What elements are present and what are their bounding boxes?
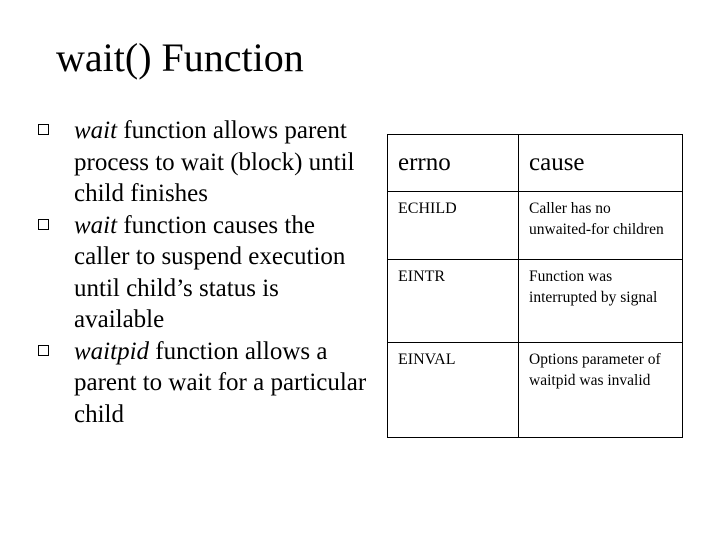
bullet-list (38, 115, 368, 430)
bullet-function-name: waitpid (74, 337, 150, 365)
bullet-function-name: wait (74, 117, 118, 144)
table-header-row (388, 135, 683, 192)
header-cause: cause (519, 135, 683, 192)
bullet-text: function causes the caller to suspend execution until child’s status is available (74, 211, 346, 333)
table-row (388, 343, 683, 438)
errno-cell: EINTR (388, 260, 519, 343)
errno-cell: EINVAL (388, 343, 519, 438)
bullet-text: function allows a parent to wait for a particular child (74, 337, 367, 428)
errno-table (387, 134, 683, 438)
bullet-item (38, 115, 368, 210)
errno-cell: ECHILD (388, 192, 519, 260)
square-bullet-icon (38, 124, 49, 135)
header-errno: errno (388, 135, 519, 192)
bullet-text: function allows parent process to wait (block) until child finishes (74, 117, 355, 207)
square-bullet-icon (38, 345, 49, 356)
table-row (388, 260, 683, 343)
slide-title: wait() Function (56, 35, 304, 80)
bullet-item (38, 336, 368, 431)
table-row (388, 192, 683, 260)
square-bullet-icon (38, 219, 49, 230)
bullet-function-name: wait (74, 211, 118, 239)
cause-cell: Function was interrupted by signal (519, 260, 683, 343)
bullet-item (38, 210, 368, 336)
cause-cell: Caller has no unwaited-for children (519, 192, 683, 260)
cause-cell: Options parameter of waitpid was invalid (519, 343, 683, 438)
